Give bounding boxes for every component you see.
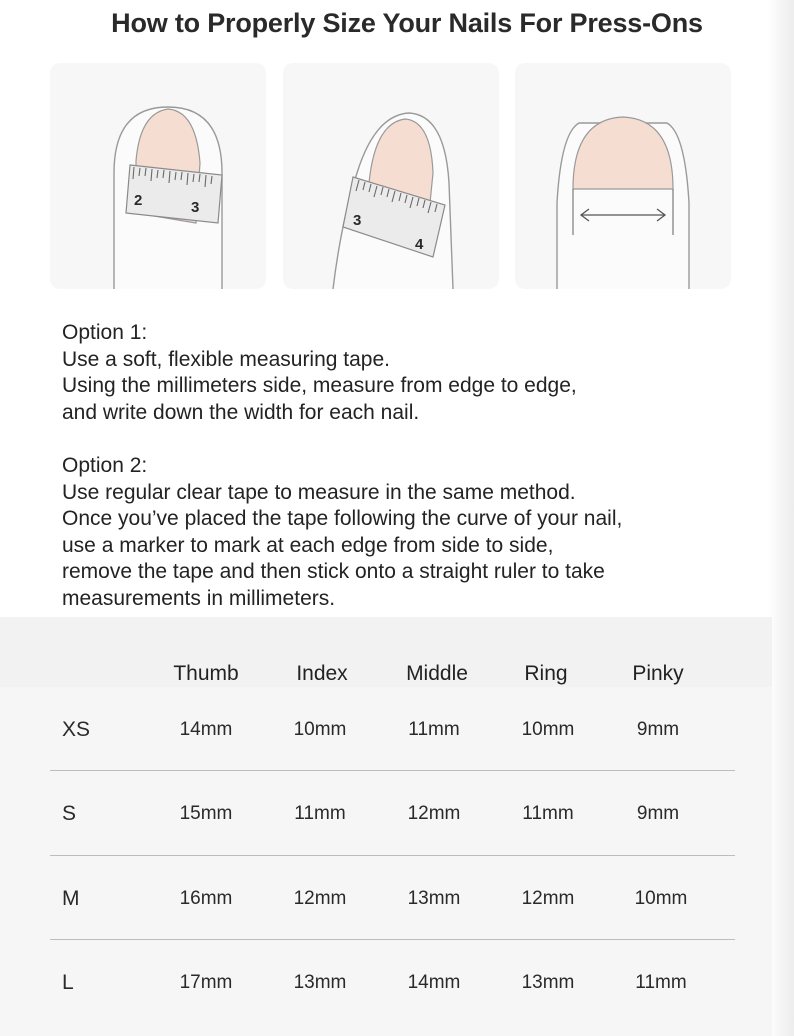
- option-2-line: use a marker to mark at each edge from side to side,: [62, 533, 554, 557]
- option-2-line: Use regular clear tape to measure in the same method.: [62, 480, 576, 504]
- row-label-m: M: [62, 887, 80, 910]
- finger-with-angled-tape-icon: [283, 63, 499, 289]
- table-cell: 11mm: [635, 972, 687, 993]
- option-1-line: Using the millimeters side, measure from edge to edge,: [62, 374, 577, 397]
- row-divider: [50, 770, 735, 771]
- option-2-heading: Option 2:: [62, 454, 148, 477]
- table-cell: 13mm: [407, 888, 461, 909]
- option-1-instructions: [62, 320, 577, 426]
- column-header-middle: Middle: [406, 662, 468, 685]
- column-header-thumb: Thumb: [173, 662, 239, 685]
- table-cell: 12mm: [407, 803, 461, 824]
- table-cell: 12mm: [521, 888, 575, 909]
- tape-number-2: 2: [134, 192, 143, 209]
- table-cell: 9mm: [636, 719, 680, 740]
- table-cell: 11mm: [408, 719, 460, 740]
- column-header-pinky: Pinky: [632, 662, 684, 685]
- illustration-measuring-tape-front: [50, 63, 266, 289]
- size-table: [0, 617, 772, 1036]
- tape-number-3: 3: [353, 212, 362, 229]
- row-divider: [50, 855, 735, 856]
- table-cell: 13mm: [521, 972, 575, 993]
- table-cell: 14mm: [407, 972, 461, 993]
- row-divider: [50, 939, 735, 940]
- illustration-measuring-tape-angled: [283, 63, 499, 289]
- table-cell: 13mm: [293, 972, 347, 993]
- tape-number-3: 3: [191, 199, 200, 216]
- option-2-line: remove the tape and then stick onto a straight ruler to take: [62, 560, 605, 583]
- table-cell: 15mm: [179, 803, 233, 824]
- tape-number-4: 4: [415, 236, 424, 253]
- table-cell: 17mm: [179, 972, 233, 993]
- finger-with-tape-icon: [50, 63, 266, 289]
- option-1-heading: Option 1:: [62, 321, 148, 344]
- table-cell: 9mm: [636, 803, 680, 824]
- option-1-line: and write down the width for each nail.: [62, 400, 420, 424]
- finger-width-measure-icon: [515, 63, 731, 289]
- column-header-ring: Ring: [524, 662, 568, 685]
- row-label-l: L: [62, 971, 74, 994]
- row-label-s: S: [62, 802, 77, 825]
- option-2-line: measurements in millimeters.: [62, 586, 336, 610]
- table-cell: 11mm: [522, 803, 574, 824]
- option-2-instructions: [62, 453, 622, 612]
- illustration-nail-width-arrow: [515, 63, 731, 289]
- table-cell: 12mm: [293, 888, 347, 909]
- table-cell: 16mm: [179, 888, 233, 909]
- option-2-line: Once you’ve placed the tape following the curve of your nail,: [62, 507, 623, 530]
- table-cell: 14mm: [179, 719, 233, 740]
- table-cell: 10mm: [634, 888, 688, 909]
- page-title: How to Properly Size Your Nails For Press-Ons: [111, 8, 703, 38]
- row-label-xs: XS: [62, 718, 91, 741]
- column-header-index: Index: [296, 662, 348, 685]
- option-1-line: Use a soft, flexible measuring tape.: [62, 347, 391, 371]
- table-cell: 10mm: [521, 719, 575, 740]
- table-cell: 11mm: [294, 803, 346, 824]
- table-cell: 10mm: [293, 719, 347, 740]
